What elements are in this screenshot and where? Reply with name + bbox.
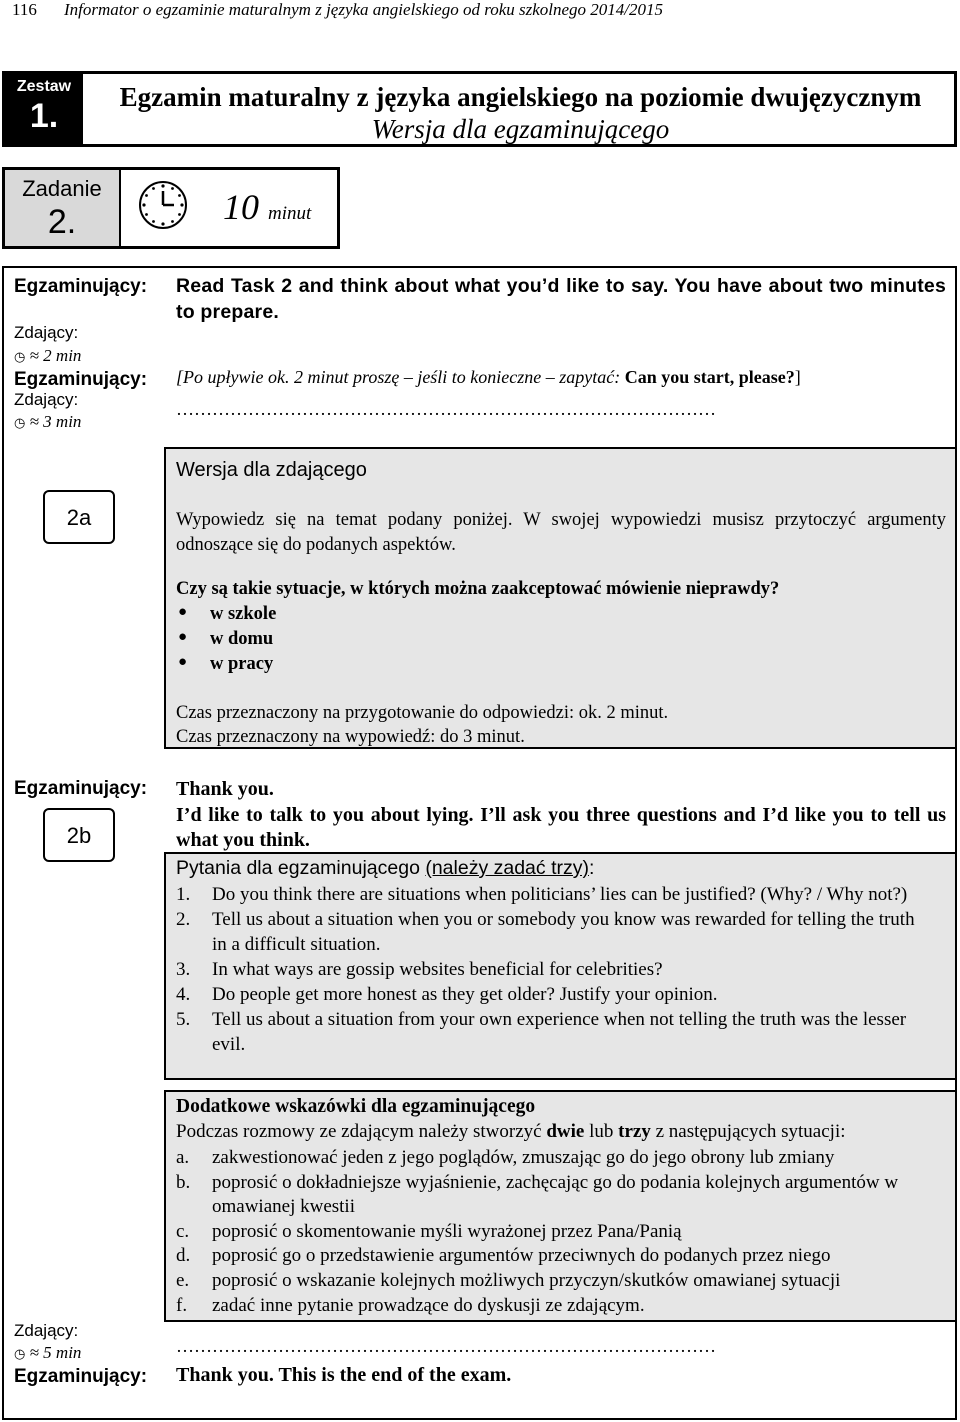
duration-value: 10 [223, 187, 259, 227]
speak-time-note: Czas przeznaczony na wypowiedź: do 3 minut. [176, 727, 525, 747]
prep-time [14, 346, 81, 366]
task-label [5, 170, 121, 246]
tips-intro: Podczas rozmowy ze zdającym należy stworzyć dwie lub trzy z następujących sytuacji: [176, 1121, 846, 1142]
speak-time-value: ≈ 3 min [29, 412, 82, 431]
question-item: 2. Tell us about a situation when you or somebody you know was rewarded for telling the truth in a difficult situation. [176, 909, 915, 955]
role-examiner: Egzaminujący: [14, 276, 148, 297]
task-box [2, 167, 340, 249]
set-label-text: Zestaw [16, 78, 72, 95]
stopwatch-icon: ◷ [14, 415, 26, 430]
stopwatch-icon: ◷ [14, 1346, 26, 1361]
aspect-item: ● w pracy [176, 654, 946, 679]
tip-item: b. poprosić o dokładniejsze wyjaśnienie, zachęcając go do podania kolejnych argumentów w omawianej kwestii [176, 1171, 899, 1218]
role-examiner: Egzaminujący: [14, 1366, 148, 1387]
thank-you: Thank you. [176, 778, 274, 800]
stopwatch-icon: ◷ [14, 349, 26, 364]
discussion-time-value: ≈ 5 min [29, 1343, 82, 1362]
task-number: 2. [47, 203, 77, 241]
discussion-time [14, 1343, 81, 1363]
answer-dots: ……………………………………………………………………………… [176, 399, 716, 419]
tip-item: f. zadać inne pytanie prowadzące do dyskusji ze zdającym. [176, 1294, 645, 1316]
duration-unit: minut [268, 203, 312, 224]
clock-icon [137, 179, 189, 231]
question-item: 4. Do people get more honest as they get older? Justify your opinion. [176, 984, 718, 1005]
tip-item: c. poprosić o skomentowanie myśli wyrażonej przez Pana/Panią [176, 1220, 682, 1242]
running-title: Informator o egzaminie maturalnym z języka angielskiego od roku szkolnego 2014/2015 [64, 0, 664, 19]
set-label [5, 74, 83, 144]
questions-list [176, 882, 921, 1057]
role-candidate: Zdający: [14, 1321, 79, 1340]
question-item: 5. Tell us about a situation from your own experience when not telling the truth was the lesser evil. [176, 1009, 907, 1055]
role-examiner: Egzaminujący: [14, 369, 148, 390]
candidate-instruction: Wypowiedz się na temat podany poniżej. W swojej wypowiedzi musisz przytoczyć argumenty odnoszące się do podanych aspektów. [176, 510, 946, 555]
set-number: 1. [29, 97, 59, 135]
tip-item: e. poprosić o wskazanie kolejnych możliwych przyczyn/skutków omawianej sytuacji [176, 1269, 841, 1291]
part-2b-badge: 2b [43, 808, 115, 862]
aspect-item: ● w domu [176, 629, 946, 654]
prep-time-value: ≈ 2 min [29, 346, 82, 365]
tips-list [176, 1146, 921, 1318]
tip-item: d. poprosić go o przedstawienie argumentów przeciwnych do podanych przez niego [176, 1245, 831, 1267]
candidate-card-heading: Wersja dla zdającego [176, 459, 367, 481]
aspect-item: ● w szkole [176, 604, 946, 629]
exam-title: Egzamin maturalny z języka angielskiego na poziomie dwujęzycznym [119, 82, 922, 112]
role-examiner: Egzaminujący: [14, 778, 148, 799]
after-prep-note: [Po upływie ok. 2 minut proszę – jeśli to konieczne – zapytać: Can you start, please?] [176, 367, 801, 387]
task-duration [223, 186, 311, 228]
set-title-box [2, 71, 957, 147]
discussion-question: Czy są takie sytuacje, w których można zaakceptować mówienie nieprawdy? [176, 579, 780, 599]
exam-subtitle: Wersja dla egzaminującego [371, 114, 670, 144]
aspect-list [176, 604, 946, 679]
tip-item: a. zakwestionować jeden z jego poglądów, zmuszając go do jego obrony lub zmiany [176, 1147, 835, 1168]
speak-time [14, 412, 81, 432]
prep-time-note: Czas przeznaczony na przygotowanie do odpowiedzi: ok. 2 minut. [176, 703, 669, 723]
answer-dots: ……………………………………………………………………………… [176, 1336, 716, 1356]
part-2a-badge: 2a [43, 490, 115, 544]
task-label-text: Zadanie [22, 176, 102, 201]
examiner-instruction: Read Task 2 and think about what you’d like to say. You have about two minutes to prepare. [176, 275, 946, 323]
running-header [0, 0, 960, 26]
role-candidate: Zdający: [14, 323, 79, 342]
questions-heading: Pytania dla egzaminującego (należy zadać trzy): [176, 857, 595, 879]
page-number: 116 [12, 0, 37, 19]
question-item: 3. In what ways are gossip websites beneficial for celebrities? [176, 959, 663, 980]
tips-heading: Dodatkowe wskazówki dla egzaminującego [176, 1096, 536, 1117]
closing-line: Thank you. This is the end of the exam. [176, 1364, 512, 1386]
question-item: 1. Do you think there are situations when politicians’ lies can be justified? (Why? / Why not?) [176, 884, 908, 905]
lying-intro: I’d like to talk to you about lying. I’ll ask you three questions and I’d like you to tell us what you think. [176, 804, 946, 851]
role-candidate: Zdający: [14, 390, 79, 409]
